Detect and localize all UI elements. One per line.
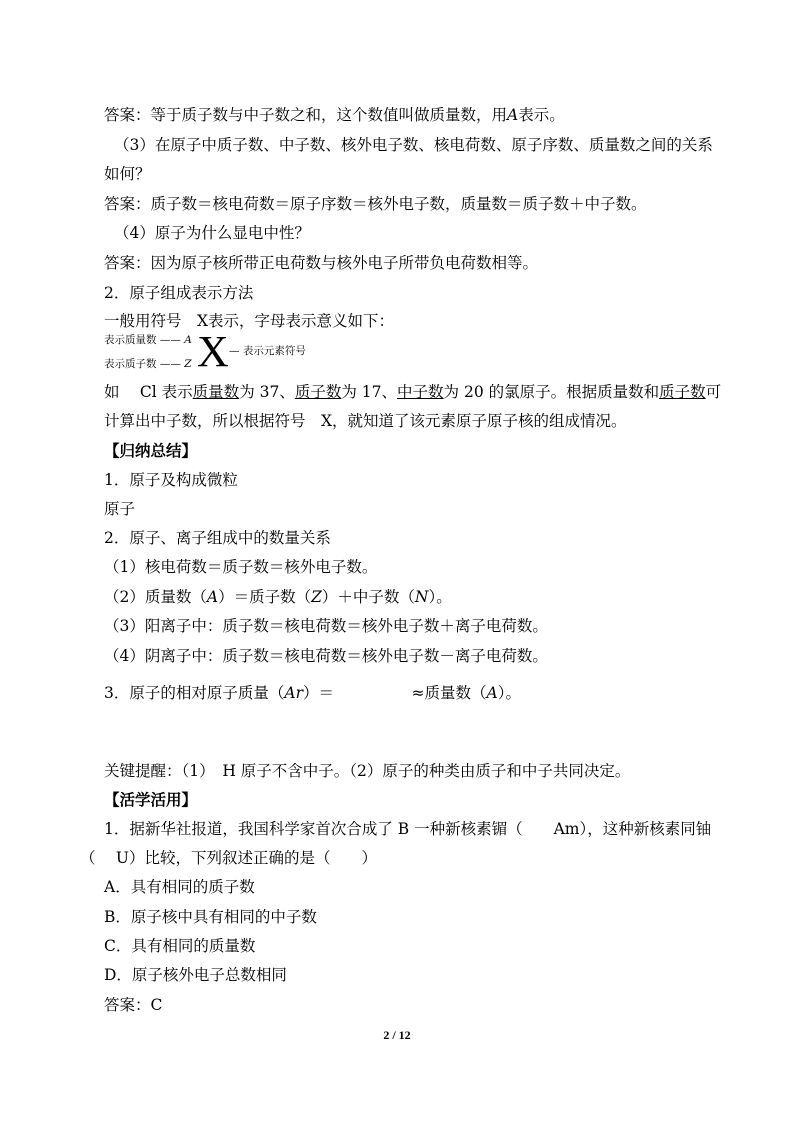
- question-3-cont: 如何？: [104, 165, 151, 183]
- relation-4: （4）阴离子中：质子数＝核电荷数＝核外电子数－离子电荷数。: [104, 647, 548, 665]
- question-4: （4）原子为什么显电中性？: [114, 224, 310, 242]
- summary-2: 2．原子、离子组成中的数量关系: [104, 529, 331, 547]
- answer-mass-number: 答案：等于质子数与中子数之和，这个数值叫做质量数，用A表示。: [104, 106, 565, 124]
- key-reminder: 关键提醒：（1） H 原子不含中子。（2）原子的种类由质子和中子共同决定。: [104, 762, 631, 780]
- section-2-title: 2．原子组成表示方法: [104, 284, 254, 302]
- option-c: C．具有相同的质量数: [104, 937, 256, 955]
- relation-3: （3）阳离子中：质子数＝核电荷数＝核外电子数＋离子电荷数。: [104, 617, 548, 635]
- relation-2: （2）质量数（A）＝质子数（Z）＋中子数（N）。: [104, 588, 452, 606]
- element-symbol-x: X: [197, 327, 229, 376]
- option-b: B．原子核中具有相同的中子数: [104, 908, 317, 926]
- section-2-intro: 一般用符号 X表示，字母表示意义如下：: [104, 312, 395, 330]
- option-d: D．原子核外电子总数相同: [104, 966, 287, 984]
- option-a: A．具有相同的质子数: [104, 878, 255, 896]
- summary-title: 【归纳总结】: [104, 441, 198, 460]
- example-chlorine-cont: 计算出中子数，所以根据符号 X，就知道了该元素原子原子核的组成情况。: [104, 412, 627, 430]
- answer-4: 答案：因为原子核所带正电荷数与核外电子所带负电荷数相等。: [104, 254, 539, 272]
- summary-3: 3．原子的相对原子质量（Ar）＝ ≈质量数（A）。: [104, 684, 521, 702]
- element-symbol-label: — 表示元素符号: [229, 345, 306, 357]
- relation-1: （1）核电荷数＝质子数＝核外电子数。: [104, 558, 378, 576]
- example-chlorine: 如 Cl 表示质量数为 37、质子数为 17、中子数为 20 的氯原子。根据质量数和质子数可: [104, 383, 722, 401]
- question-3: （3）在原子中质子数、中子数、核外电子数、核电荷数、原子序数、质量数之间的关系: [114, 136, 713, 154]
- nuclide-notation-diagram: [104, 327, 324, 376]
- answer-problem-1: 答案：C: [104, 996, 163, 1014]
- problem-1: 1．据新华社报道，我国科学家首次合成了 B 一种新核素镅（ Am），这种新核素同铀: [104, 820, 712, 838]
- apply-title: 【活学活用】: [104, 790, 198, 809]
- mass-number-label: 表示质量数 —— A: [104, 334, 192, 346]
- answer-3: 答案：质子数＝核电荷数＝原子序数＝核外电子数，质量数＝质子数＋中子数。: [104, 195, 647, 213]
- page-number: 2 / 12: [383, 1028, 411, 1042]
- summary-1-atom: 原子: [104, 500, 136, 518]
- summary-1: 1．原子及构成微粒: [104, 471, 238, 489]
- problem-1-cont: （ U）比较，下列叙述正确的是（ ）: [80, 849, 377, 867]
- proton-number-label: 表示质子数 —— Z: [104, 358, 192, 370]
